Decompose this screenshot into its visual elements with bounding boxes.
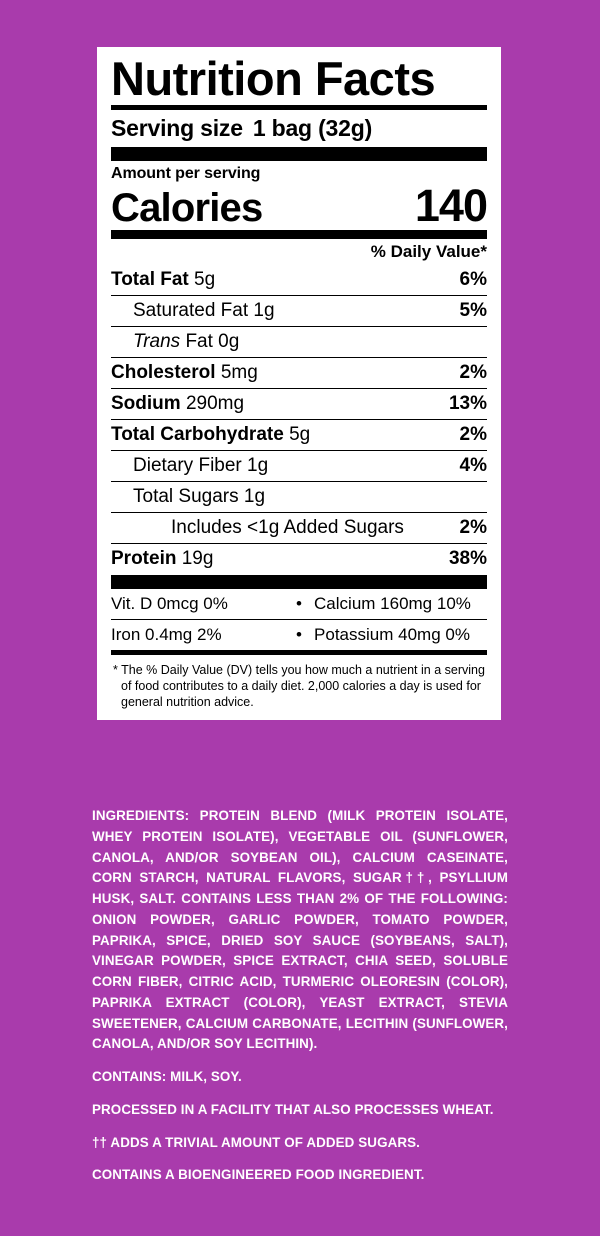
serving-size-value: 1 bag (32g) [252,114,373,141]
contains-statement: CONTAINS: MILK, SOY. [92,1069,242,1085]
row-dietary-fiber-dv: 4% [459,454,487,476]
vitamin-d-value: Vit. D 0mcg 0% [111,593,228,613]
row-total-fat-dv: 6% [459,268,487,290]
row-added-sugars-name: Includes <1g Added Sugars [171,516,404,538]
row-total-carbohydrate-name: Total Carbohydrate [111,423,284,445]
row-trans-fat-name: Trans [133,330,181,352]
micronutrient-row-2 [111,620,487,650]
row-trans-fat [111,327,487,358]
calories-label: Calories [111,185,263,230]
row-saturated-fat-name: Saturated Fat [133,299,249,321]
row-sodium-name: Sodium [111,392,181,414]
facility-statement: PROCESSED IN A FACILITY THAT ALSO PROCESSES WHEAT. [92,1101,494,1117]
row-total-fat-name: Total Fat [111,268,189,290]
micronutrient-row-1 [111,589,487,620]
row-total-sugars [111,482,487,513]
nutrition-facts-panel [97,47,501,720]
row-total-fat [111,265,487,296]
serving-size-label: Serving size [111,114,243,141]
potassium-value: Potassium 40mg 0% [314,624,470,644]
row-cholesterol-dv: 2% [459,361,487,383]
row-sodium [111,389,487,420]
ingredients-block [92,806,508,1186]
amount-per-serving-label: Amount per serving [111,164,261,182]
daily-value-header: % Daily Value* [370,241,487,261]
row-cholesterol-amount: 5mg [220,361,258,383]
row-total-sugars-name: Total Sugars [133,485,239,507]
row-protein-dv: 38% [448,547,487,569]
calcium-value: Calcium 160mg 10% [314,593,471,613]
row-total-carbohydrate [111,420,487,451]
row-saturated-fat-dv: 5% [459,299,487,321]
row-added-sugars-dv: 2% [459,516,487,538]
row-protein-name: Protein [111,547,177,569]
row-sodium-amount: 290mg [185,392,245,414]
row-cholesterol [111,358,487,389]
divider-under-calories [111,230,487,239]
row-added-sugars [111,513,487,544]
row-total-sugars-amount: 1g [243,485,266,507]
added-sugars-note: †† ADDS A TRIVIAL AMOUNT OF ADDED SUGARS. [92,1134,420,1150]
row-saturated-fat-amount: 1g [253,299,275,321]
row-protein [111,544,487,575]
row-trans-fat-amount: Fat 0g [185,330,240,352]
row-dietary-fiber-name: Dietary Fiber [133,454,242,476]
calories-row [111,179,487,231]
row-sodium-dv: 13% [448,392,487,414]
divider-under-serving [111,147,487,161]
nutrition-facts-title: Nutrition Facts [111,52,436,105]
row-saturated-fat [111,296,487,327]
row-dietary-fiber-amount: 1g [247,454,269,476]
row-dietary-fiber [111,451,487,482]
row-total-fat-amount: 5g [194,268,216,290]
separator-dot-icon: • [296,593,302,613]
separator-dot-icon-2: • [296,624,302,644]
row-cholesterol-name: Cholesterol [111,361,216,383]
divider-under-protein [111,575,487,589]
ingredients-list: INGREDIENTS: PROTEIN BLEND (MILK PROTEIN ISOLATE, WHEY PROTEIN ISOLATE), VEGETABLE OIL (SUNFLOWER, CANOLA, AND/OR SOYBEAN OIL), CALCIUM CASEINATE, CORN STARCH, NATURAL FLAVORS, SUGAR††, PSYLLIUM HUSK, SALT. CONTAINS LESS THAN 2% OF THE FOLLOWING: ONION POWDER, GARLIC POWDER, TOMATO POWDER, PAPRIKA, SPICE, DRIED SOY SAUCE (SOYBEANS, SALT), VINEGAR POWDER, SPICE EXTRACT, CHIA SEED, SOLUBLE CORN FIBER, CITRIC ACID, TURMERIC OLEORESIN (COLOR), PAPRIKA EXTRACT (COLOR), YEAST EXTRACT, STEVIA SWEETENER, CALCIUM CARBONATE, LECITHIN (SUNFLOWER, CANOLA, AND/OR SOY LECITHIN). [92,808,508,1052]
bioengineered-statement: CONTAINS A BIOENGINEERED FOOD INGREDIENT. [92,1167,425,1183]
iron-value: Iron 0.4mg 2% [111,624,222,644]
row-protein-amount: 19g [181,547,214,569]
row-total-carbohydrate-amount: 5g [289,423,311,445]
serving-size-row [111,110,487,147]
row-total-carbohydrate-dv: 2% [459,423,487,445]
calories-value: 140 [414,179,487,231]
daily-value-footnote: * The % Daily Value (DV) tells you how much a nutrient in a serving of food contributes to a daily diet. 2,000 calories a day is used for general nutrition advice. [113,662,485,709]
